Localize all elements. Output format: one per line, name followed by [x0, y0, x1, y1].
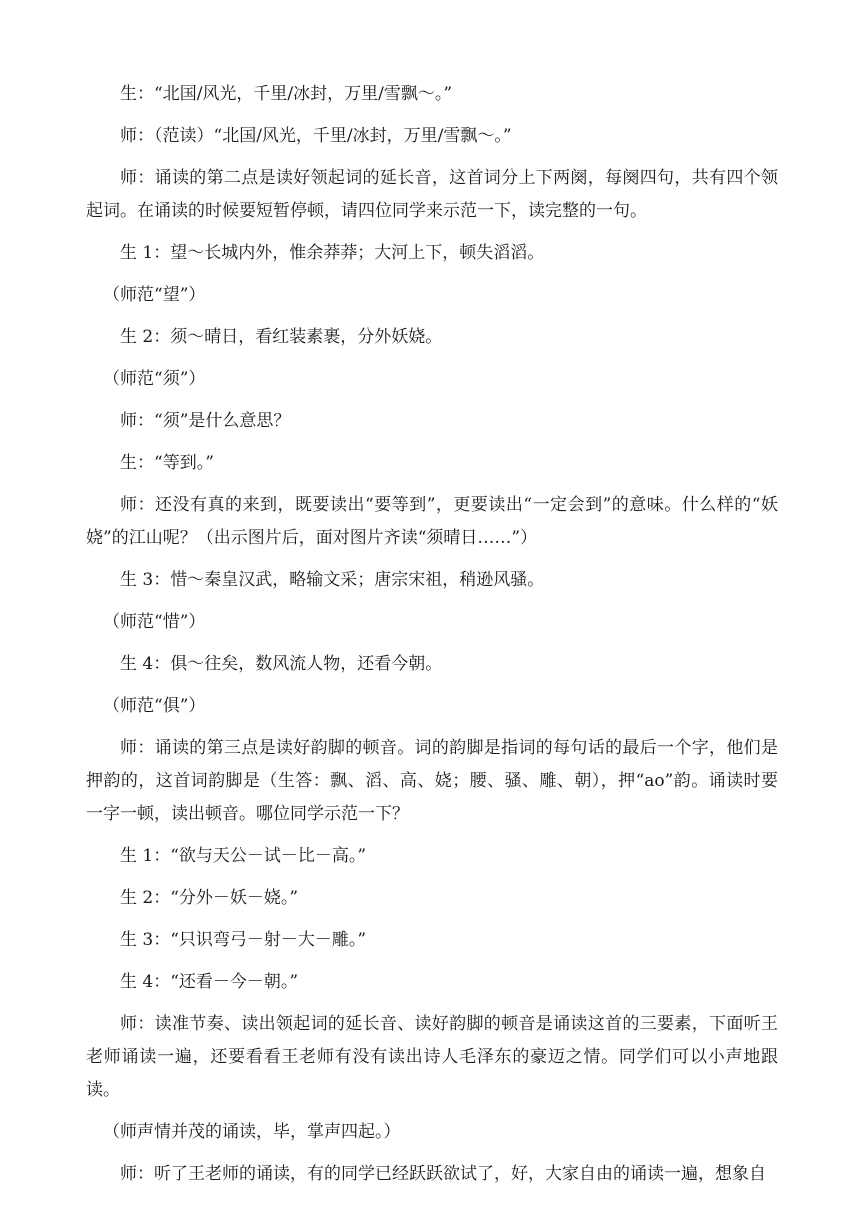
stage-direction-paragraph: （师范“惜”） — [103, 612, 206, 632]
dialogue-paragraph: 师：诵读的第二点是读好领起词的延长音，这首词分上下两阕，每阕四句，共有四个领起词。在诵读的时候要短暂停顿，请四位同学来示范一下，读完整的一句。 — [86, 168, 778, 221]
stage-direction-paragraph: （师范“望”） — [103, 285, 206, 305]
dialogue-paragraph: 师：（范读）“北国/风光，千里/冰封，万里/雪飘～。” — [120, 126, 512, 146]
dialogue-paragraph: 生 3：惜～秦皇汉武，略输文采；唐宗宋祖，稍逊风骚。 — [120, 570, 545, 590]
dialogue-paragraph: 师：听了王老师的诵读，有的同学已经跃跃欲试了，好，大家自由的诵读一遍，想象自 — [120, 1164, 766, 1184]
dialogue-paragraph: 生 1：“欲与天公－试－比－高。” — [120, 846, 367, 866]
dialogue-paragraph: 师：“须”是什么意思？ — [120, 411, 291, 431]
document-body — [86, 78, 778, 1200]
dialogue-paragraph: 师：读准节奏、读出领起词的延长音、读好韵脚的顿音是诵读这首的三要素，下面听王老师诵读一遍，还要看看王老师有没有读出诗人毛泽东的豪迈之情。同学们可以小声地跟读。 — [86, 1014, 778, 1100]
dialogue-paragraph: 生：“北国/风光，千里/冰封，万里/雪飘～。” — [120, 84, 453, 104]
stage-direction-paragraph: （师声情并茂的诵读，毕，掌声四起。） — [103, 1122, 401, 1142]
dialogue-paragraph: 生 3：“只识弯弓－射－大－雕。” — [120, 930, 367, 950]
dialogue-paragraph: 师：还没有真的来到，既要读出“要等到”，更要读出“一定会到”的意味。什么样的“妖娆”的江山呢？（出示图片后，面对图片齐读“须晴日……”） — [86, 495, 778, 548]
dialogue-paragraph: 生 2：须～晴日，看红装素裹，分外妖娆。 — [120, 327, 443, 347]
dialogue-paragraph: 生：“等到。” — [120, 453, 214, 473]
dialogue-paragraph: 生 2：“分外－妖－娆。” — [120, 888, 299, 908]
stage-direction-paragraph: （师范“须”） — [103, 369, 206, 389]
stage-direction-paragraph: （师范“俱”） — [103, 696, 206, 716]
dialogue-paragraph: 师：诵读的第三点是读好韵脚的顿音。词的韵脚是指词的每句话的最后一个字，他们是押韵的，这首词韵脚是（生答：飘、滔、高、娆；腰、骚、雕、朝），押“ao”韵。诵读时要一字一顿，读出顿音。哪位同学示范一下？ — [86, 738, 778, 824]
dialogue-paragraph: 生 4：俱～往矣，数风流人物，还看今朝。 — [120, 654, 443, 674]
dialogue-paragraph: 生 1：望～长城内外，惟余莽莽；大河上下，顿失滔滔。 — [120, 243, 545, 263]
dialogue-paragraph: 生 4：“还看－今－朝。” — [120, 972, 299, 992]
